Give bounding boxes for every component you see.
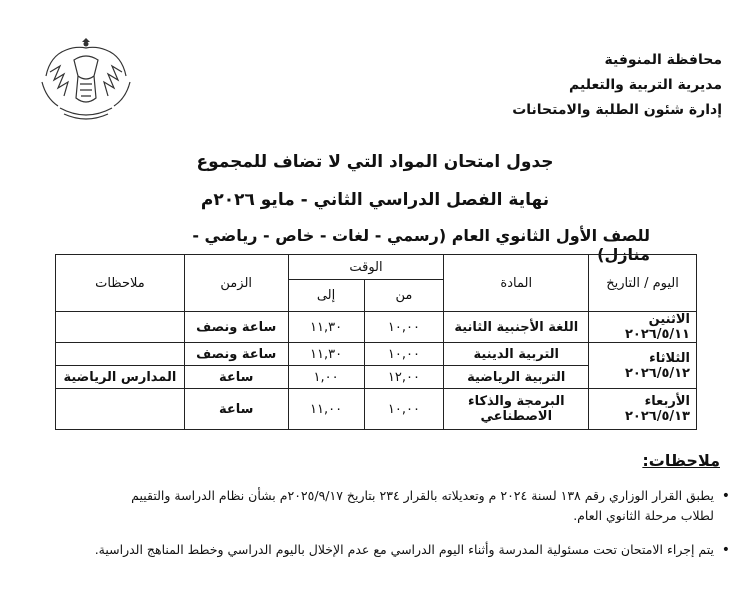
- from-cell: ١٠,٠٠: [364, 312, 444, 343]
- day-date-cell: الاثنين ٢٠٢٦/٥/١١: [589, 312, 697, 343]
- note-text-continued: لطلاب مرحلة الثانوي العام.: [573, 508, 714, 523]
- table-row: [56, 389, 697, 430]
- day-date-cell: الأربعاء ٢٠٢٦/٥/١٣: [589, 389, 697, 430]
- governorate-name: محافظة المنوفية: [604, 52, 722, 68]
- subject-cell: التربية الدينية: [444, 343, 589, 366]
- directorate-name: مديرية التربية والتعليم: [569, 77, 722, 93]
- from-cell: ١٢,٠٠: [364, 366, 444, 389]
- list-item: [20, 540, 730, 560]
- header-notes: ملاحظات: [56, 255, 185, 312]
- notes-cell: المدارس الرياضية: [56, 366, 185, 389]
- notes-cell: [56, 343, 185, 366]
- bullet-icon: •: [721, 542, 730, 558]
- from-cell: ١٠,٠٠: [364, 389, 444, 430]
- to-cell: ١,٠٠: [288, 366, 364, 389]
- day-date-cell: الثلاثاء ٢٠٢٦/٥/١٢: [589, 343, 697, 389]
- department-name: إدارة شئون الطلبة والامتحانات: [512, 102, 722, 118]
- bullet-icon: •: [721, 488, 730, 504]
- header-subject: المادة: [444, 255, 589, 312]
- note-text: يتم إجراء الامتحان تحت مسئولية المدرسة وأثناء اليوم الدراسي مع عدم الإخلال باليوم الدراسي وخطط المناهج الدراسية.: [94, 542, 714, 557]
- term-title: نهاية الفصل الدراسي الثاني - مايو ٢٠٢٦م: [200, 190, 550, 210]
- notes-cell: [56, 389, 185, 430]
- list-item: [20, 486, 730, 526]
- subject-cell: التربية الرياضية: [444, 366, 589, 389]
- header-day-date: اليوم / التاريخ: [589, 255, 697, 312]
- to-cell: ١١,٣٠: [288, 343, 364, 366]
- duration-cell: ساعة: [184, 389, 288, 430]
- notes-cell: [56, 312, 185, 343]
- to-cell: ١١,٣٠: [288, 312, 364, 343]
- duration-cell: ساعة ونصف: [184, 343, 288, 366]
- header-from: من: [364, 280, 444, 312]
- issuer-header: [462, 48, 722, 123]
- egypt-eagle-emblem-icon: [36, 36, 136, 122]
- header-to: إلى: [288, 280, 364, 312]
- from-cell: ١٠,٠٠: [364, 343, 444, 366]
- exam-schedule-table: [55, 254, 697, 430]
- notes-list: [20, 486, 730, 574]
- table-row: [56, 312, 697, 343]
- document-title: جدول امتحان المواد التي لا تضاف للمجموع: [196, 152, 554, 172]
- duration-cell: ساعة: [184, 366, 288, 389]
- subject-cell: البرمجة والذكاء الاصطناعي: [444, 389, 589, 430]
- to-cell: ١١,٠٠: [288, 389, 364, 430]
- table-row: [56, 343, 697, 366]
- header-duration: الزمن: [184, 255, 288, 312]
- notes-heading: ملاحظات:: [642, 451, 720, 470]
- note-text: يطبق القرار الوزاري رقم ١٣٨ لسنة ٢٠٢٤ م وتعديلاته بالقرار ٢٣٤ بتاريخ ٢٠٢٥/٩/١٧م بشأن نظام الدراسة والتقييم: [131, 488, 714, 503]
- duration-cell: ساعة ونصف: [184, 312, 288, 343]
- header-time: الوقت: [288, 255, 444, 280]
- grade-title: للصف الأول الثانوي العام (رسمي - لغات - خاص - رياضي - منازل): [192, 226, 650, 264]
- subject-cell: اللغة الأجنبية الثانية: [444, 312, 589, 343]
